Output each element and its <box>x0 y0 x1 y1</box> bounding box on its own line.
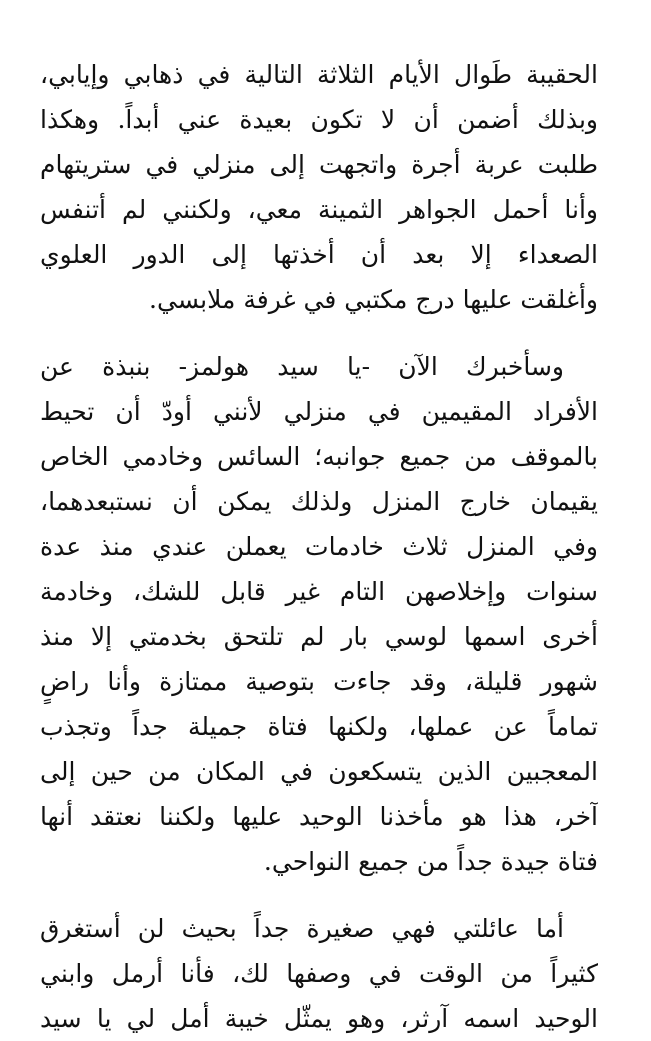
text-line: وسأخبرك الآن -يا سيد هولمز- بنبذة عن <box>40 352 564 381</box>
text-line: شهور قليلة، وقد جاءت بتوصية ممتازة وأنا راضٍ <box>40 667 598 696</box>
text-line: الصعداء إلا بعد أن أخذتها إلى الدور العلوي <box>40 240 598 269</box>
paragraph-1 <box>40 52 598 322</box>
text-line: المعجبين الذين يتسكعون في المكان من حين إلى <box>40 757 598 786</box>
paragraph-2 <box>40 344 598 884</box>
text-line: كثيراً من الوقت في وصفها لك، فأنا أرمل وابني <box>40 959 598 988</box>
text-line: وأنا أحمل الجواهر الثمينة معي، ولكنني لم أتنفس <box>40 195 598 224</box>
text-line: وبذلك أضمن أن لا تكون بعيدة عني أبداً. وهكذا <box>40 105 598 134</box>
text-line: تماماً عن عملها، ولكنها فتاة جميلة جداً وتجذب <box>40 712 598 741</box>
paragraph-3 <box>40 906 598 1041</box>
book-page <box>40 52 598 1041</box>
text-line: أما عائلتي فهي صغيرة جداً بحيث لن أستغرق <box>40 914 564 943</box>
text-line: سنوات وإخلاصهن التام غير قابل للشك، وخادمة <box>40 577 598 606</box>
text-line: أخرى اسمها لوسي بار لم تلتحق بخدمتي إلا منذ <box>40 622 598 651</box>
text-line: الوحيد اسمه آرثر، وهو يمثّل خيبة أمل لي يا سيد <box>40 1004 598 1033</box>
text-line: الأفراد المقيمين في منزلي لأنني أودّ أن تحيط <box>40 397 598 426</box>
text-line: الحقيبة طَوال الأيام الثلاثة التالية في ذهابي وإيابي، <box>40 60 598 89</box>
text-line: بالموقف من جميع جوانبه؛ السائس وخادمي الخاص <box>40 442 598 471</box>
text-line: فتاة جيدة جداً من جميع النواحي. <box>263 847 598 876</box>
text-line: آخر، هذا هو مأخذنا الوحيد عليها ولكننا نعتقد أنها <box>40 802 598 831</box>
text-line: طلبت عربة أجرة واتجهت إلى منزلي في ستريتهام <box>40 150 598 179</box>
text-line: وفي المنزل ثلاث خادمات يعملن عندي منذ عدة <box>40 532 598 561</box>
text-line: يقيمان خارج المنزل ولذلك يمكن أن نستبعدهما، <box>40 487 598 516</box>
text-line: وأغلقت عليها درج مكتبي في غرفة ملابسي. <box>149 285 598 314</box>
